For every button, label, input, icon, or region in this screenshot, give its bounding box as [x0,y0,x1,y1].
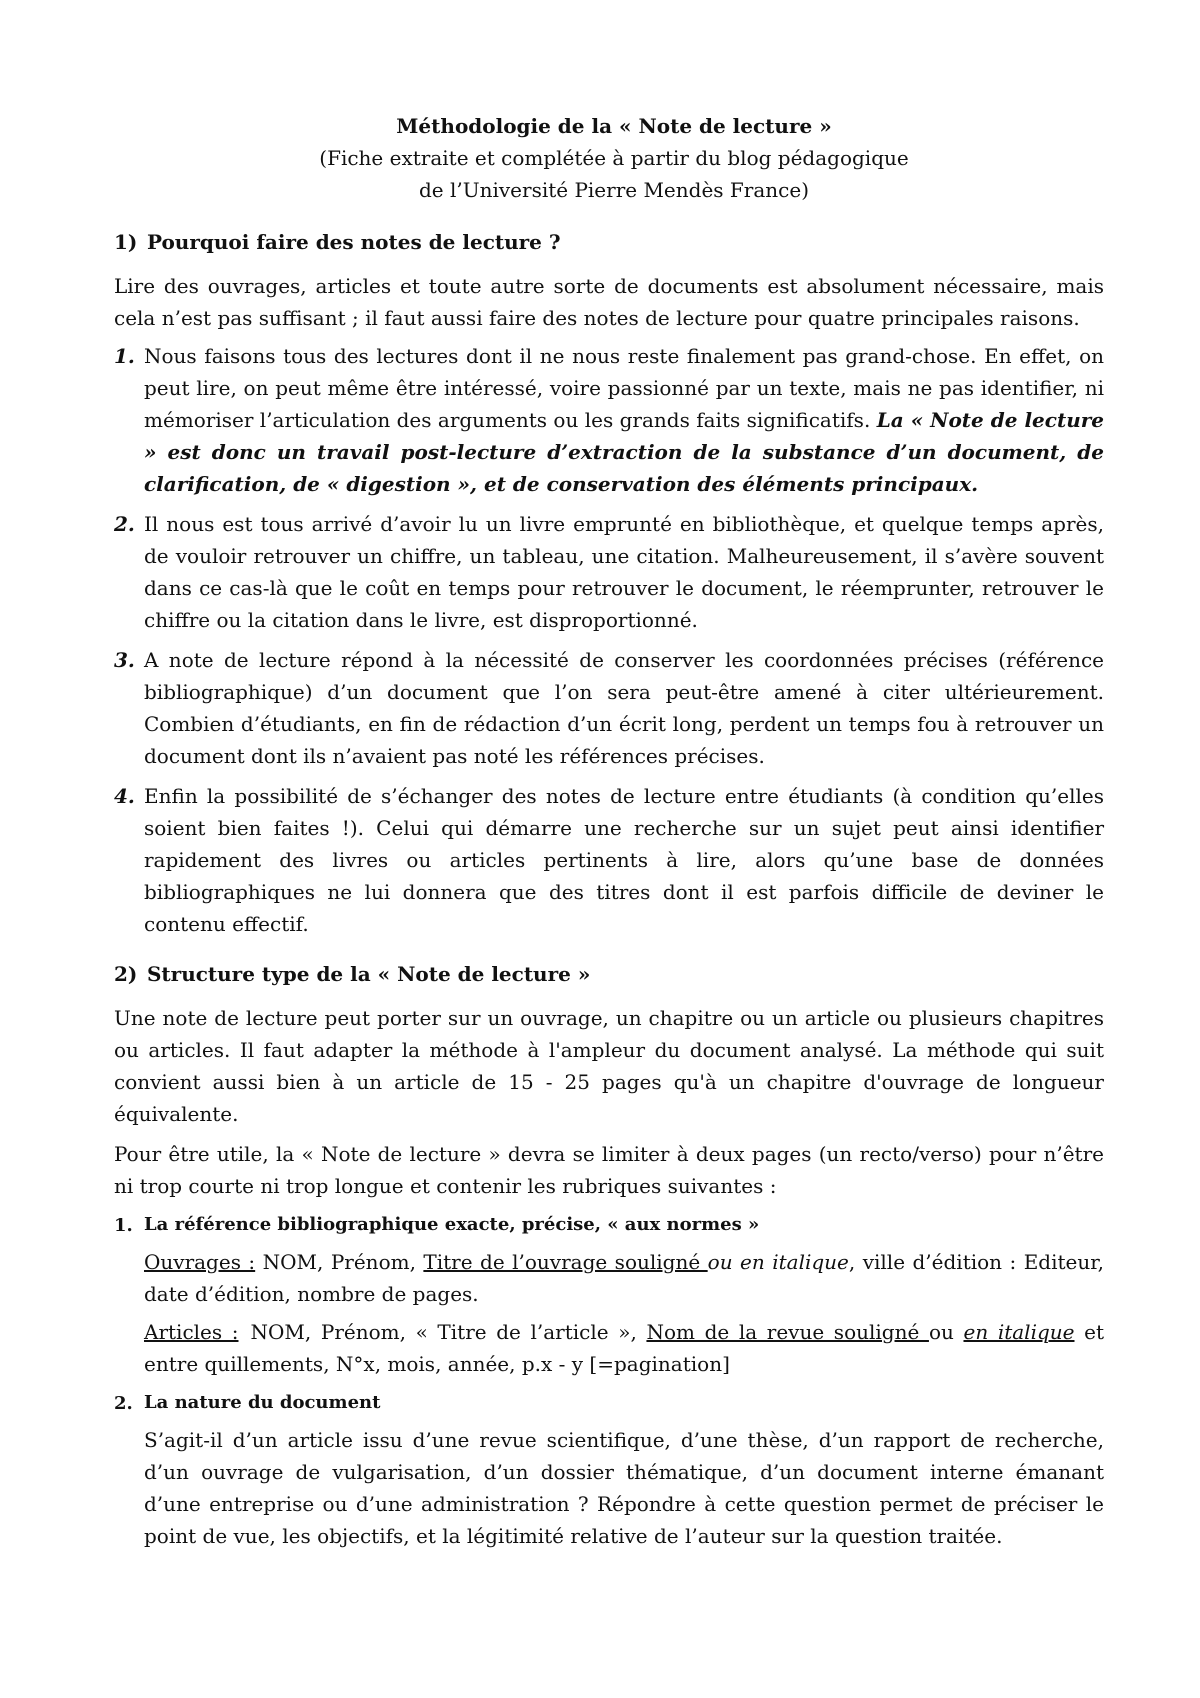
ouvrages-edition-part: , ville d’édition : Editeur, date d’édition, nombre de pages. [144,1250,1104,1306]
rubric-ouvrages-format [144,1246,1104,1310]
document-subtitle-line-2: de l’Université Pierre Mendès France) [418,178,809,202]
ouvrages-italic-part: ou en italique [707,1250,849,1274]
section-2-paragraph-2: Pour être utile, la « Note de lecture » devra se limiter à deux pages (un recto/verso) pour n’être ni trop courte ni trop longue et contenir les rubriques suivantes : [114,1142,1104,1198]
list-item-text: A note de lecture répond à la nécessité de conserver les coordonnées précises (référence bibliographique) d’un document que l’on sera peut-être amené à citer ultérieurement. Combien d’étudiants, en fin de rédaction d’un écrit long, perdent un temps fou à retrouver un document dont ils n’avaient pas noté les références précises. [144,648,1104,768]
articles-label: Articles : [144,1320,239,1344]
section-1-intro: Lire des ouvrages, articles et toute autre sorte de documents est absolument nécessaire, mais cela n’est pas suffisant ; il faut aussi faire des notes de lecture pour quatre principales raisons. [114,274,1104,330]
rubric-text: S’agit-il d’un article issu d’une revue scientifique, d’une thèse, d’un rapport de recherche, d’un ouvrage de vulgarisation, d’un dossier thématique, d’un document interne émanant d’une entreprise ou d’une administration ? Répondre à cette question permet de préciser le point de vue, les objectifs, et la légitimité relative de l’auteur sur la question traitée. [144,1428,1104,1548]
articles-italic-part: en italique [963,1320,1075,1344]
section-1-number: 1) [114,230,138,254]
articles-or-part: ou [928,1320,964,1344]
section-1-heading [114,226,1104,258]
rubric-number: 2. [114,1393,133,1414]
articles-journal-part: Nom de la revue souligné [646,1320,929,1344]
ouvrages-label: Ouvrages : [144,1250,256,1274]
list-item [114,644,1104,772]
rubric-bibliographic-reference [114,1210,1104,1380]
document-subtitle-line-1: (Fiche extraite et complétée à partir du blog pédagogique [319,146,909,170]
section-2-number: 2) [114,962,138,986]
reasons-list [114,340,1104,940]
ouvrages-title-part: Titre de l’ouvrage souligné [423,1250,708,1274]
list-item [114,340,1104,500]
section-2-heading [114,958,1104,990]
rubric-title: La référence bibliographique exacte, précise, « aux normes » [144,1214,760,1235]
list-item-text: Nous faisons tous des lectures dont il ne nous reste finalement pas grand-chose. En effet, on peut lire, on peut même être intéressé, voire passionné par un texte, mais ne pas identifier, ni mémoriser l’articulation des arguments ou les grands faits significatifs. [144,344,1104,432]
section-2-title: Structure type de la « Note de lecture » [146,962,591,986]
list-item-text: Enfin la possibilité de s’échanger des notes de lecture entre étudiants (à condition qu’elles soient bien faites !). Celui qui démarre une recherche sur un sujet peut ainsi identifier rapidement des livres ou articles pertinents à lire, alors qu’une base de données bibliographiques ne lui donnera que des titres dont il est parfois difficile de deviner le contenu effectif. [144,784,1104,936]
document-title: Méthodologie de la « Note de lecture » [396,114,832,138]
list-item [114,780,1104,940]
list-item-number: 4. [114,784,135,808]
list-item-number: 1. [114,344,135,368]
list-item-emphasis: La « Note de lecture » est donc un travail post-lecture d’extraction de la substance d’un document, de clarification, de « digestion », et de conservation des éléments principaux. [144,408,1104,496]
list-item [114,508,1104,636]
list-item-text: Il nous est tous arrivé d’avoir lu un livre emprunté en bibliothèque, et quelque temps après, de vouloir retrouver un chiffre, un tableau, une citation. Malheureusement, il s’avère souvent dans ce cas-là que le coût en temps pour retrouver le document, le réemprunter, retrouver le chiffre ou la citation dans le livre, est disproportionné. [144,512,1104,632]
ouvrages-author-part: NOM, Prénom, [255,1250,424,1274]
rubric-number: 1. [114,1215,133,1236]
document-header [124,110,1104,206]
section-1-title: Pourquoi faire des notes de lecture ? [146,230,561,254]
articles-details-part: et entre quillements, N°x, mois, année, p.x - y [=pagination] [144,1320,1104,1376]
rubric-document-nature [114,1388,1104,1552]
section-2-paragraph-1: Une note de lecture peut porter sur un ouvrage, un chapitre ou un article ou plusieurs chapitres ou articles. Il faut adapter la méthode à l'ampleur du document analysé. La méthode qui suit convient aussi bien à un article de 15 - 25 pages qu'à un chapitre d'ouvrage de longueur équivalente. [114,1006,1104,1126]
rubric-articles-format [144,1316,1104,1380]
list-item-number: 2. [114,512,135,536]
rubric-title: La nature du document [144,1392,381,1413]
list-item-number: 3. [114,648,135,672]
articles-author-part: NOM, Prénom, « Titre de l’article », [250,1320,647,1344]
